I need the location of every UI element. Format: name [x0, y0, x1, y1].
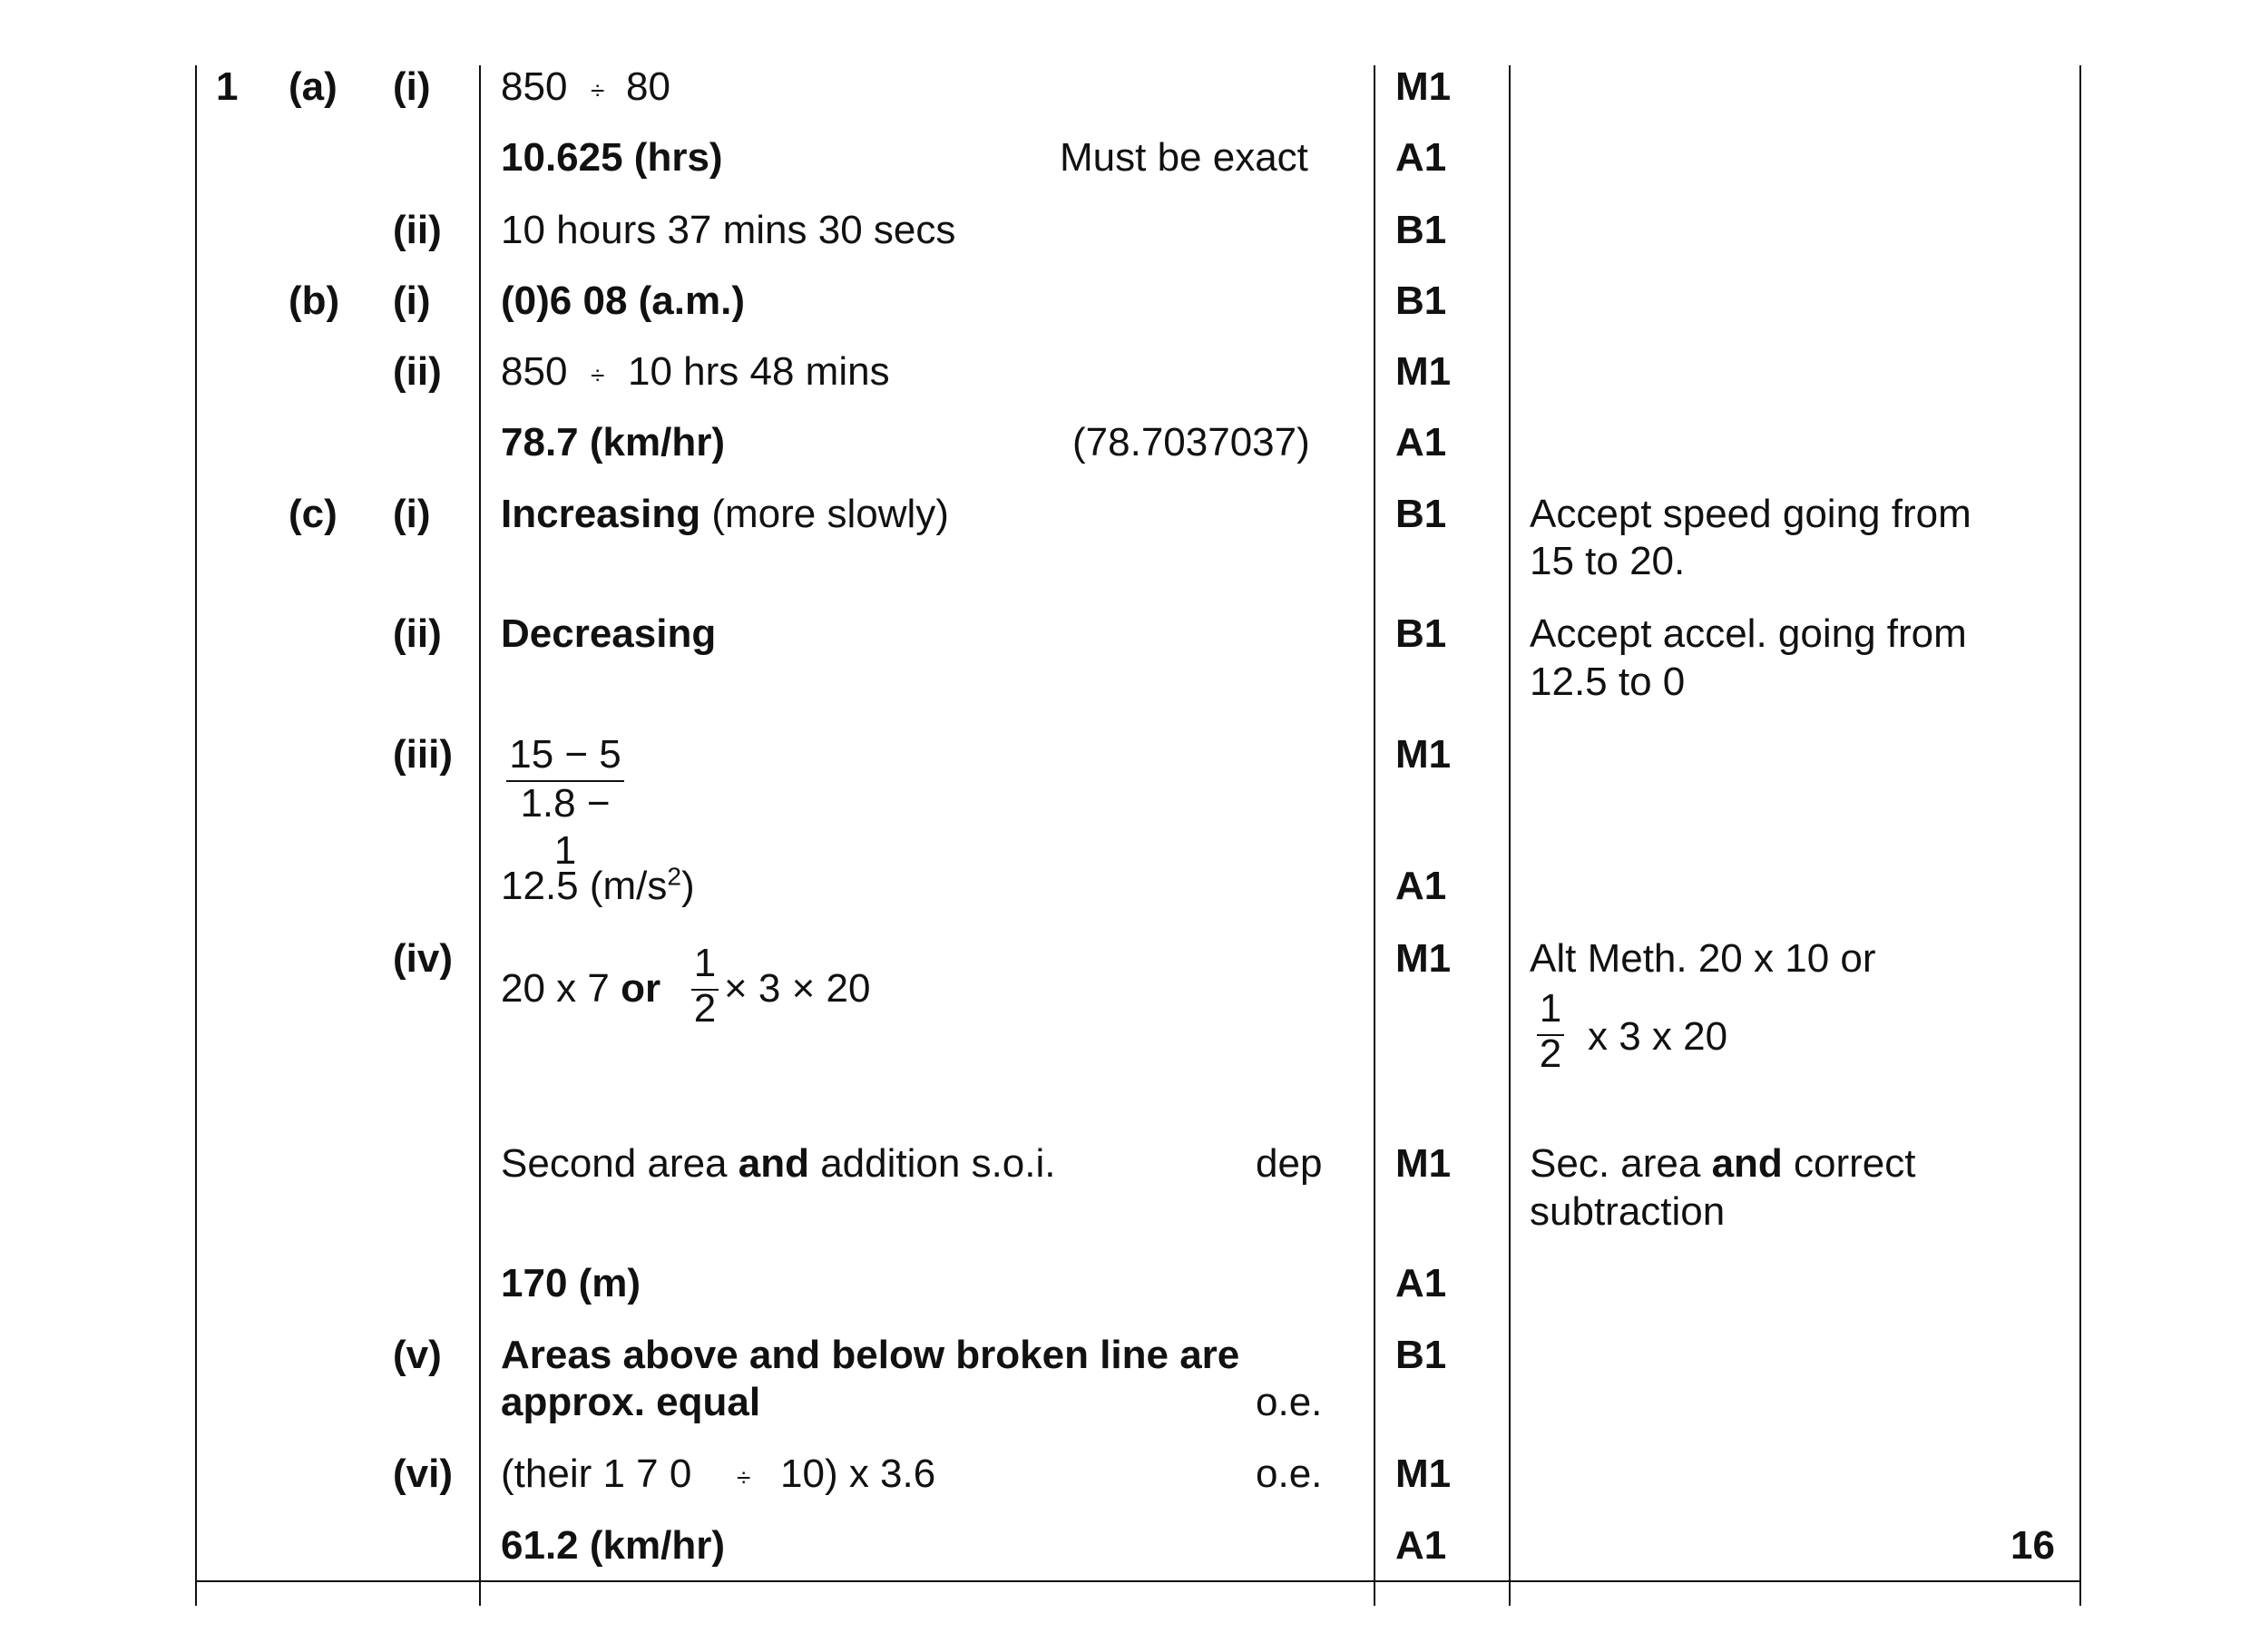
condition-note: (78.7037037) [1072, 420, 1310, 464]
guidance-column-border [1509, 65, 1511, 1606]
answer-column-border [479, 65, 481, 1606]
answer-text: 61.2 (km/hr) [501, 1523, 725, 1568]
fraction-denominator: 1.8 − 1 [520, 781, 611, 873]
mark-code: M1 [1395, 1141, 1452, 1186]
answer-text: 10.625 (hrs) [501, 135, 723, 180]
table-right-border [2079, 65, 2081, 1606]
answer-superscript: 2 [667, 862, 681, 891]
guidance-part: correct [1782, 1141, 1916, 1186]
total-marks: 16 [2010, 1523, 2055, 1568]
sub-ii-label: (ii) [393, 208, 442, 252]
mark-code: M1 [1395, 936, 1452, 981]
table-left-border [195, 65, 197, 1606]
sub-v-label: (v) [393, 1333, 442, 1377]
condition-note: o.e. [1256, 1452, 1323, 1496]
mark-column-border [1374, 65, 1375, 1606]
answer-text: × 3 × 20 [724, 966, 871, 1011]
fraction-half [691, 940, 719, 1032]
fraction-expression [506, 731, 624, 875]
mark-code: M1 [1395, 732, 1452, 777]
answer-part: Second area [501, 1141, 739, 1186]
answer-close: ) [680, 864, 695, 908]
mark-code: B1 [1395, 492, 1447, 536]
sub-iii-label: (iii) [393, 732, 453, 777]
mark-code: A1 [1395, 420, 1447, 464]
fraction-denominator: 2 [1539, 1031, 1562, 1076]
answer-text: Decreasing [501, 611, 717, 656]
answer-part: addition s.o.i. [808, 1141, 1056, 1186]
answer-text: 78.7 (km/hr) [501, 420, 725, 464]
fraction-denominator: 2 [693, 986, 717, 1031]
answer-text: approx. equal [501, 1380, 761, 1424]
sub-i-label: (i) [393, 279, 431, 323]
condition-note: o.e. [1256, 1380, 1323, 1424]
mark-code: A1 [1395, 1523, 1447, 1568]
guidance-text: Alt Meth. 20 x 10 or [1530, 936, 1876, 981]
mark-code: M1 [1395, 349, 1452, 394]
guidance-fraction-half [1537, 985, 1564, 1078]
mark-code: B1 [1395, 1333, 1447, 1377]
answer-text [501, 863, 695, 910]
answer-part: 20 x 7 [501, 966, 621, 1011]
guidance-and: and [1711, 1141, 1783, 1186]
answer-text: Areas above and below broken line are [501, 1333, 1240, 1377]
table-bottom-border [195, 1580, 2081, 1582]
answer-and: and [738, 1141, 809, 1186]
guidance-text: subtraction [1530, 1189, 1726, 1234]
answer-text: 80 [626, 64, 670, 109]
fraction-numerator: 15 − 5 [509, 732, 621, 777]
guidance-text: Accept speed going from [1530, 492, 1971, 536]
question-number: 1 [216, 64, 239, 109]
mark-code: B1 [1395, 279, 1447, 323]
condition-note: Must be exact [1060, 135, 1308, 180]
guidance-text: Accept accel. going from [1530, 611, 1967, 656]
answer-text: 170 (m) [501, 1261, 641, 1305]
answer-or: or [621, 966, 661, 1011]
answer-text: 850 [501, 349, 568, 394]
condition-note: dep [1256, 1141, 1323, 1186]
mark-code: A1 [1395, 864, 1447, 908]
fraction-numerator: 1 [1539, 986, 1562, 1031]
sub-ii-label: (ii) [393, 611, 442, 656]
sub-vi-label: (vi) [393, 1452, 453, 1496]
divide-symbol: ÷ [737, 1463, 751, 1491]
mark-code: M1 [1395, 64, 1452, 109]
sub-ii-label: (ii) [393, 349, 442, 394]
answer-text [501, 491, 949, 538]
mark-code: A1 [1395, 135, 1447, 180]
sub-i-label: (i) [393, 64, 431, 109]
answer-text: (0)6 08 (a.m.) [501, 279, 745, 323]
divide-symbol: ÷ [591, 76, 605, 104]
part-b-label: (b) [289, 279, 340, 323]
answer-text: 850 [501, 64, 568, 109]
answer-text [501, 1140, 1055, 1188]
mark-code: M1 [1395, 1452, 1452, 1496]
answer-bold: Increasing [501, 492, 701, 536]
answer-text [501, 965, 660, 1012]
mark-code: B1 [1395, 611, 1447, 656]
answer-rest: (more slowly) [700, 492, 949, 536]
answer-text: 10) x 3.6 [780, 1452, 936, 1496]
mark-code: A1 [1395, 1261, 1447, 1305]
guidance-part: Sec. area [1530, 1141, 1712, 1186]
answer-text: (their 1 7 0 [501, 1452, 692, 1496]
part-c-label: (c) [289, 492, 338, 536]
fraction-numerator: 1 [693, 941, 717, 985]
guidance-text [1530, 1140, 1916, 1188]
divide-symbol: ÷ [591, 361, 605, 389]
sub-iv-label: (iv) [393, 936, 453, 981]
answer-text: 10 hours 37 mins 30 secs [501, 208, 956, 252]
sub-i-label: (i) [393, 492, 431, 536]
guidance-text: 12.5 to 0 [1530, 660, 1686, 704]
guidance-text: x 3 x 20 [1588, 1014, 1728, 1059]
guidance-text: 15 to 20. [1530, 539, 1686, 583]
part-a-label: (a) [289, 64, 338, 109]
answer-main: 12.5 (m/s [501, 864, 668, 908]
mark-code: B1 [1395, 208, 1447, 252]
answer-text: 10 hrs 48 mins [628, 349, 890, 394]
